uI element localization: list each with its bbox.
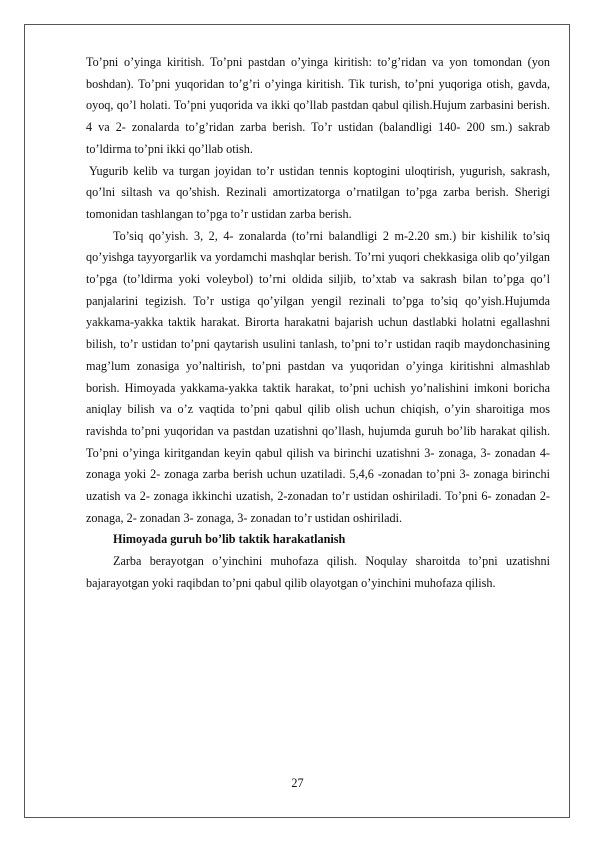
section-heading: Himoyada guruh bo’lib taktik harakatlanish <box>113 532 346 547</box>
paragraph-serve: To’pni o’yinga kiritish. To’pni pastdan o’yinga kiritish: to’g’ridan va yon tomondan (yon boshdan). To’pni yuqoridan to’g’ri o’yinga kiritish. Tik turish, to’pni yuqoriga otish, gavda, oyoq, qo’l holati. To’pni yuqorida va ikki qo’llab pastdan qabul qilish.Hujum zarbasini berish. 4 va 2- zonalarda to’g’ridan zarba berish. To’r ustidan (balandligi 140- 200 sm.) sakrab to’ldirma to’pni ikki qo’llab otish. <box>86 55 550 156</box>
paragraph-block: To’siq qo’yish. 3, 2, 4- zonalarda (to’rni balandligi 2 m-2.20 sm.) bir kishilik to’siq qo’yishga tayyorgarlik va yordamchi mashqlar berish. To’rni yuqori chekkasiga olib qo’yilgan to’pga (to’ldirma yoki voleybol) to’rni oldida siljib, to’xtab va sakrash bilan to’pga qo’l panjalarini tegizish. To’r ustiga qo’yilgan yengil rezinali to’pga to’siq qo’yish.Hujumda yakkama-yakka taktik harakat. Birorta harakatni bajarish uchun dastlabki holatni egallashni bilish, to’r ustidan to’pni qaytarish usulini tanlash, to’pni to’r ustidan raqib maydonchasining mag’lum zonasiga yo’naltirish, to’pni pastdan va yuqoridan o’yinga kiritishni almashlab borish. Himoyada yakkama-yakka taktik harakat, to’pni uchish yo’nalishini imkoni boricha aniqlay bilish va o’z vaqtida to’pni qabul qilib olish uchun chiqish, o’yin sharoitiga mos ravishda to’pni yuqoridan va pastdan uzatishni qo’llash, hujumda guruh bo’lib harakat qilish. To’pni o’yinga kiritgandan keyin qabul qilish va birinchi uzatishni 3- zonaga, 3- zonadan 4- zonaga yoki 2- zonaga zarba berish uchun uzatiladi. 5,4,6 -zonadan to’pni 3- zonaga birinchi uzatish va 2- zonaga ikkinchi uzatish, 2-zonadan to’r ustidan oshiriladi. To’pni 6- zonadan 2- zonaga, 2- zonadan 3- zonaga, 3- zonadan to’r ustidan oshiriladi. <box>86 228 550 525</box>
paragraph-run-up: Yugurib kelib va turgan joyidan to’r ustidan tennis koptogini uloqtirish, yugurish, sakrash, qo’lni siltash va qo’shish. Rezinali amortizatorga o’rnatilgan to’pga zarba berish. Sherigi tomonidan tashlangan to’pga to’r ustidan zarba berish. <box>86 163 550 221</box>
document-body <box>86 52 550 595</box>
page-number: 27 <box>291 776 304 790</box>
paragraph-defense: Zarba berayotgan o’yinchini muhofaza qilish. Noqulay sharoitda to’pni uzatishni bajarayotgan yoki raqibdan to’pni qabul qilib olayotgan o’yinchini muhofaza qilish. <box>86 554 550 590</box>
